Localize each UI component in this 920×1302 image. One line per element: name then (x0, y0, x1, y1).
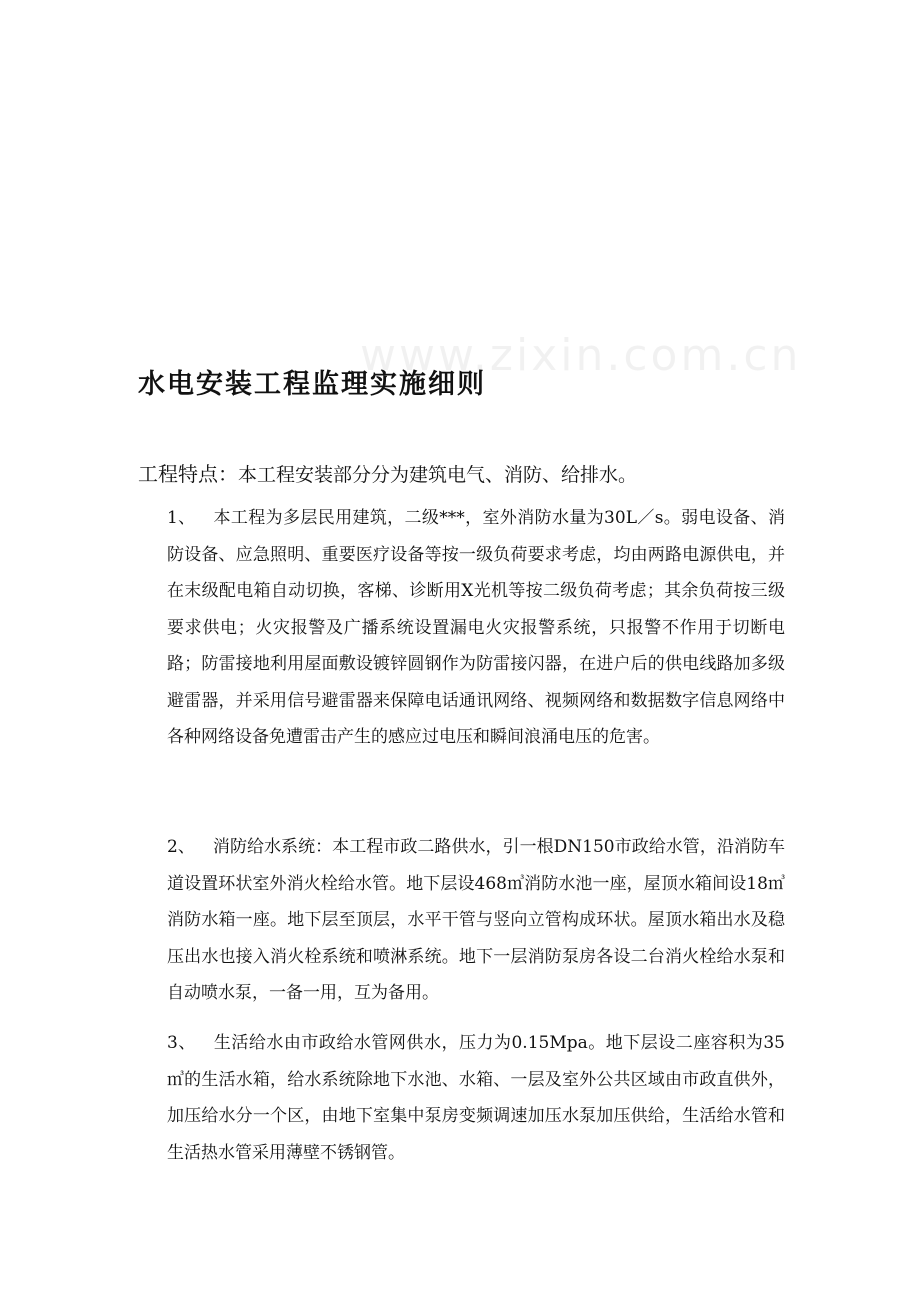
list-item-text: 生活给水由市政给水管网供水，压力为0.15Mpa。地下层设二座容积为35㎥的生活水箱，给水系统除地下水池、水箱、一层及室外公共区域由市政直供外，加压给水分一个区，由地下室集中泵房变频调速加压水泵加压供给，生活给水管和生活热水管采用薄壁不锈钢管。 (167, 1033, 785, 1163)
list-item-number: 3、 (167, 1033, 196, 1053)
watermark: www.zixin.com.cn (360, 330, 802, 381)
intro-text: 本工程安装部分分为建筑电气、消防、给排水。 (238, 464, 638, 486)
intro-lead: 工程特点： (138, 462, 238, 486)
document-title: 水电安装工程监理实施细则 (138, 369, 486, 400)
list-item (167, 829, 785, 1012)
list-item-text: 本工程为多层民用建筑，二级***，室外消防水量为30L／s。弱电设备、消防设备、应急照明、重要医疗设备等按一级负荷要求考虑，均由两路电源供电，并在末级配电箱自动切换，客梯、诊断用X光机等按二级负荷考虑；其余负荷按三级要求供电；火灾报警及广播系统设置漏电火灾报警系统，只报警不作用于切断电路；防雷接地利用屋面敷设镀锌圆钢作为防雷接闪器，在进户后的供电线路加多级避雷器，并采用信号避雷器来保障电话通讯网络、视频网络和数据数字信息网络中各种网络设备免遭雷击产生的感应过电压和瞬间浪涌电压的危害。 (167, 508, 785, 747)
project-features-intro (138, 457, 637, 492)
list-item (167, 500, 785, 756)
list-item-number: 2、 (167, 837, 195, 857)
list-item-text: 消防给水系统：本工程市政二路供水，引一根DN150市政给水管，沿消防车道设置环状室外消火栓给水管。地下层设468㎥消防水池一座，屋顶水箱间设18㎥消防水箱一座。地下层至顶层，水平干管与竖向立管构成环状。屋顶水箱出水及稳压出水也接入消火栓系统和喷淋系统。地下一层消防泵房各设二台消火栓给水泵和自动喷水泵，一备一用，互为备用。 (167, 837, 786, 1003)
list-item-number: 1、 (167, 508, 196, 528)
list-item (167, 1025, 785, 1171)
